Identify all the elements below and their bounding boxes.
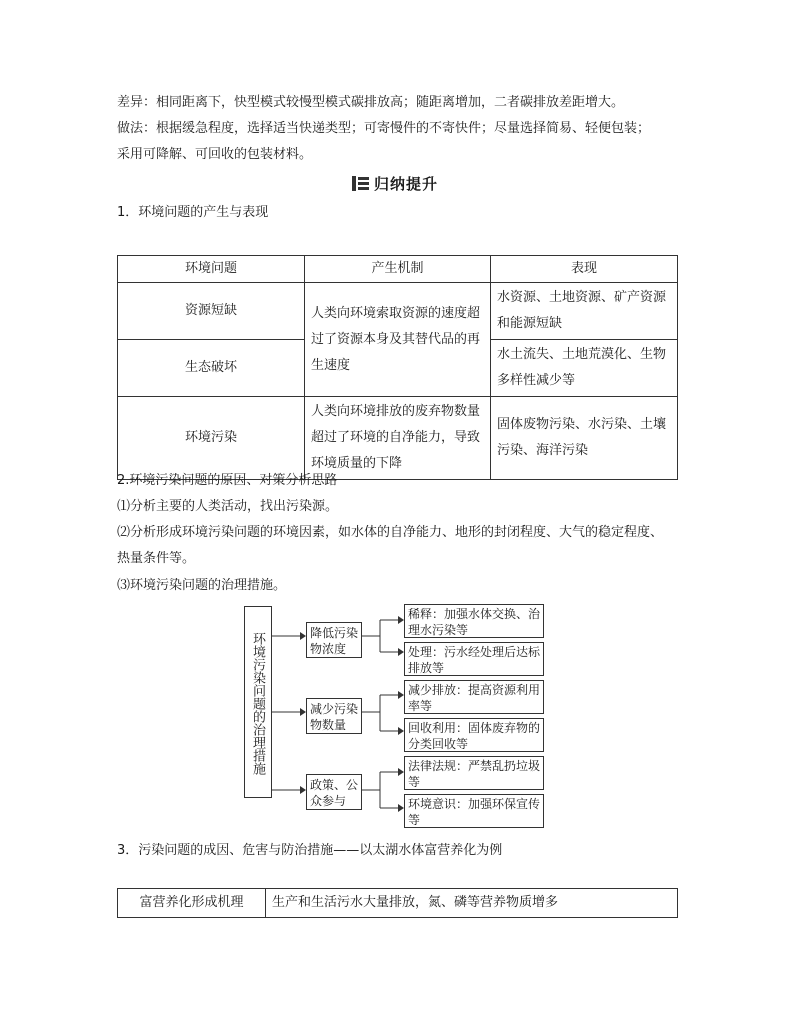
mechanism-cell: 人类向环境排放的废弃物数量超过了环境的自净能力，导致环境质量的下降 bbox=[305, 397, 491, 480]
performance-cell: 水土流失、土地荒漠化、生物多样性减少等 bbox=[491, 340, 678, 397]
table-row bbox=[118, 889, 678, 918]
flow-leaf-node: 减少排放：提高资源利用率等 bbox=[404, 680, 544, 714]
intro-difference: 差异：相同距离下，快型模式较慢型模式碳排放高；随距离增加，二者碳排放差距增大。 bbox=[117, 95, 625, 110]
flow-leaf-node: 处理：污水经处理后达标排放等 bbox=[404, 642, 544, 676]
row-label: 富营养化形成机理 bbox=[118, 889, 266, 918]
header-performance: 表现 bbox=[491, 256, 678, 283]
flow-leaf-node: 稀释：加强水体交换、治理水污染等 bbox=[404, 604, 544, 638]
performance-cell: 水资源、土地资源、矿产资源和能源短缺 bbox=[491, 283, 678, 340]
flow-mid-node: 降低污染物浓度 bbox=[306, 622, 362, 658]
paragraph-2-line2: 热量条件等。 bbox=[117, 551, 196, 566]
problem-cell: 资源短缺 bbox=[118, 283, 305, 340]
paragraph-2-line1: ⑵分析形成环境污染问题的环境因素，如水体的自净能力、地形的封闭程度、大气的稳定程度、 bbox=[117, 525, 664, 540]
header-mechanism: 产生机制 bbox=[305, 256, 491, 283]
flow-leaf-node: 回收利用：固体废弃物的分类回收等 bbox=[404, 718, 544, 752]
row-value: 生产和生活污水大量排放，氮、磷等营养物质增多 bbox=[266, 889, 678, 918]
eutrophication-table bbox=[117, 888, 678, 918]
heading-1: 1．环境问题的产生与表现 bbox=[117, 205, 269, 220]
section-title: 归纳提升 bbox=[374, 174, 439, 193]
mechanism-cell: 人类向环境索取资源的速度超过了资源本身及其替代品的再生速度 bbox=[305, 283, 491, 397]
flow-leaf-node: 法律法规：严禁乱扔垃圾等 bbox=[404, 756, 544, 790]
paragraph-1: ⑴分析主要的人类活动，找出污染源。 bbox=[117, 499, 339, 514]
intro-method-line1: 做法：根据缓急程度，选择适当快递类型；可寄慢件的不寄快件；尽量选择简易、轻便包装； bbox=[117, 121, 651, 136]
flow-mid-node: 减少污染物数量 bbox=[306, 698, 362, 734]
performance-cell: 固体废物污染、水污染、土壤污染、海洋污染 bbox=[491, 397, 678, 480]
heading-3: 3．污染问题的成因、危害与防治措施——以太湖水体富营养化为例 bbox=[117, 843, 503, 858]
heading-2: 2.环境污染问题的原因、对策分析思路 bbox=[117, 473, 338, 488]
flow-leaf-node: 环境意识：加强环保宣传等 bbox=[404, 794, 544, 828]
problem-cell: 环境污染 bbox=[118, 397, 305, 480]
flow-mid-node: 政策、公众参与 bbox=[306, 774, 362, 810]
paragraph-3: ⑶环境污染问题的治理措施。 bbox=[117, 578, 287, 593]
flow-root-label: 环境污染问题的治理措施 bbox=[250, 631, 265, 775]
problem-cell: 生态破坏 bbox=[118, 340, 305, 397]
header-problem: 环境问题 bbox=[118, 256, 305, 283]
intro-method-line2: 采用可降解、可回收的包装材料。 bbox=[117, 147, 313, 162]
